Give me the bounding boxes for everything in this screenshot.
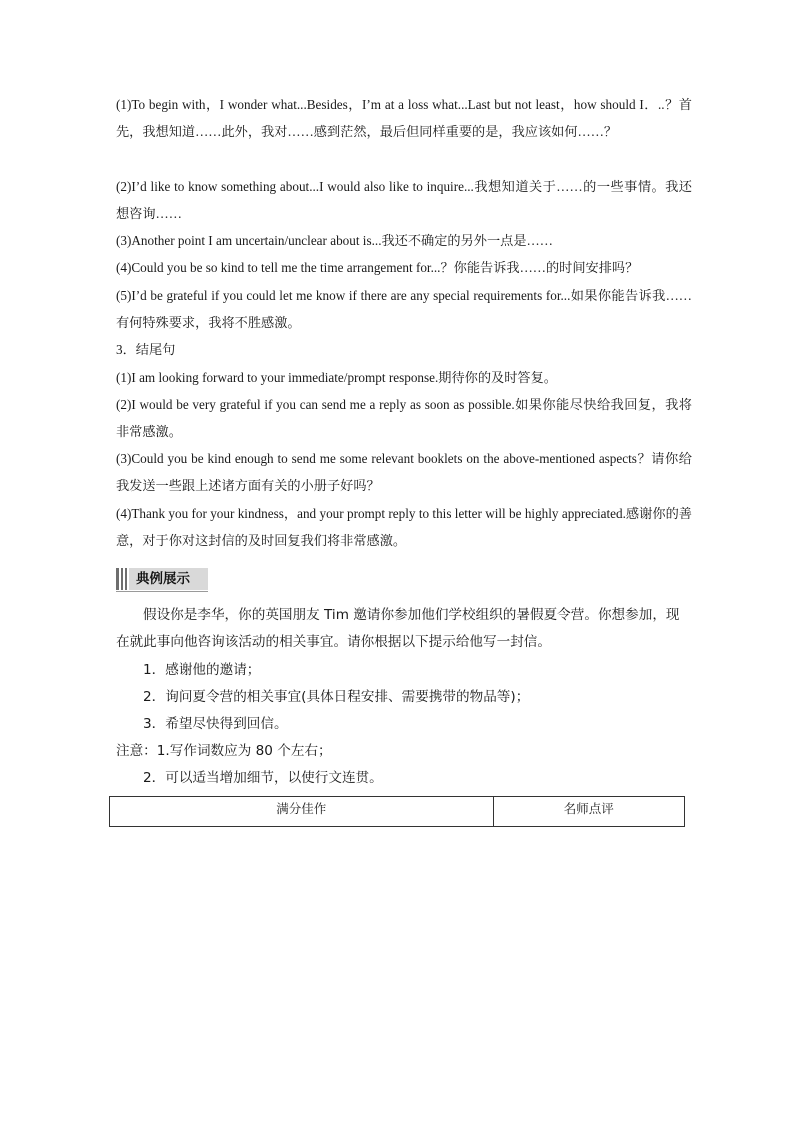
task-note-1: 注意：1.写作词数应为 80 个左右；: [116, 743, 332, 759]
task-point-2: 2．询问夏令营的相关事宜(具体日程安排、需要携带的物品等)；: [143, 689, 530, 705]
example-heading: [116, 566, 208, 592]
table-row: [110, 797, 685, 827]
closing-section-title: 3．结尾句: [116, 342, 176, 357]
closing-3: (3)Could you be kind enough to send me some relevant booklets on the above-mentioned aspects？请你给我发送一些跟上述诸方面有关的小册子好吗？: [116, 451, 692, 493]
example-heading-label: 典例展示: [136, 571, 190, 587]
task-intro: 假设你是李华，你的英国朋友 Tim 邀请你参加他们学校组织的暑假夏令营。你想参加，现在就此事向他咨询该活动的相关事宜。请你根据以下提示给他写一封信。: [116, 607, 680, 650]
task-point-1: 1．感谢他的邀请；: [143, 662, 261, 678]
closing-4: (4)Thank you for your kindness，and your prompt reply to this letter will be highly appreciated.感谢你的善意，对于你对这封信的及时回复我们将非常感激。: [116, 506, 692, 548]
phrase-1: (1)To begin with，I wonder what...Besides，I’m at a loss what...Last but not least，how should I．..？首先，我想知道……此外，我对……感到茫然，最后但同样重要的是，我应该如何……？: [116, 97, 692, 139]
table-header-teacher-comment: 名师点评: [493, 797, 684, 827]
closing-1: (1)I am looking forward to your immediate/prompt response.期待你的及时答复。: [116, 370, 557, 385]
phrase-2: (2)I’d like to know something about...I would also like to inquire...我想知道关于……的一些事情。我还想咨询……: [116, 179, 692, 221]
table-header-model-essay: 满分佳作: [110, 797, 494, 827]
phrase-3: (3)Another point I am uncertain/unclear about is...我还不确定的另外一点是……: [116, 233, 553, 248]
evaluation-table: [109, 796, 685, 827]
closing-2: (2)I would be very grateful if you can send me a reply as soon as possible.如果你能尽快给我回复，我将非常感激。: [116, 397, 692, 439]
phrase-5: (5)I’d be grateful if you could let me know if there are any special requirements for...如果你能告诉我……有何特殊要求，我将不胜感激。: [116, 288, 692, 330]
phrase-4: (4)Could you be so kind to tell me the time arrangement for...？你能告诉我……的时间安排吗？: [116, 260, 639, 275]
heading-marker-icon: [116, 568, 128, 590]
task-note-2: 2．可以适当增加细节，以使行文连贯。: [143, 770, 383, 786]
task-point-3: 3．希望尽快得到回信。: [143, 716, 288, 732]
